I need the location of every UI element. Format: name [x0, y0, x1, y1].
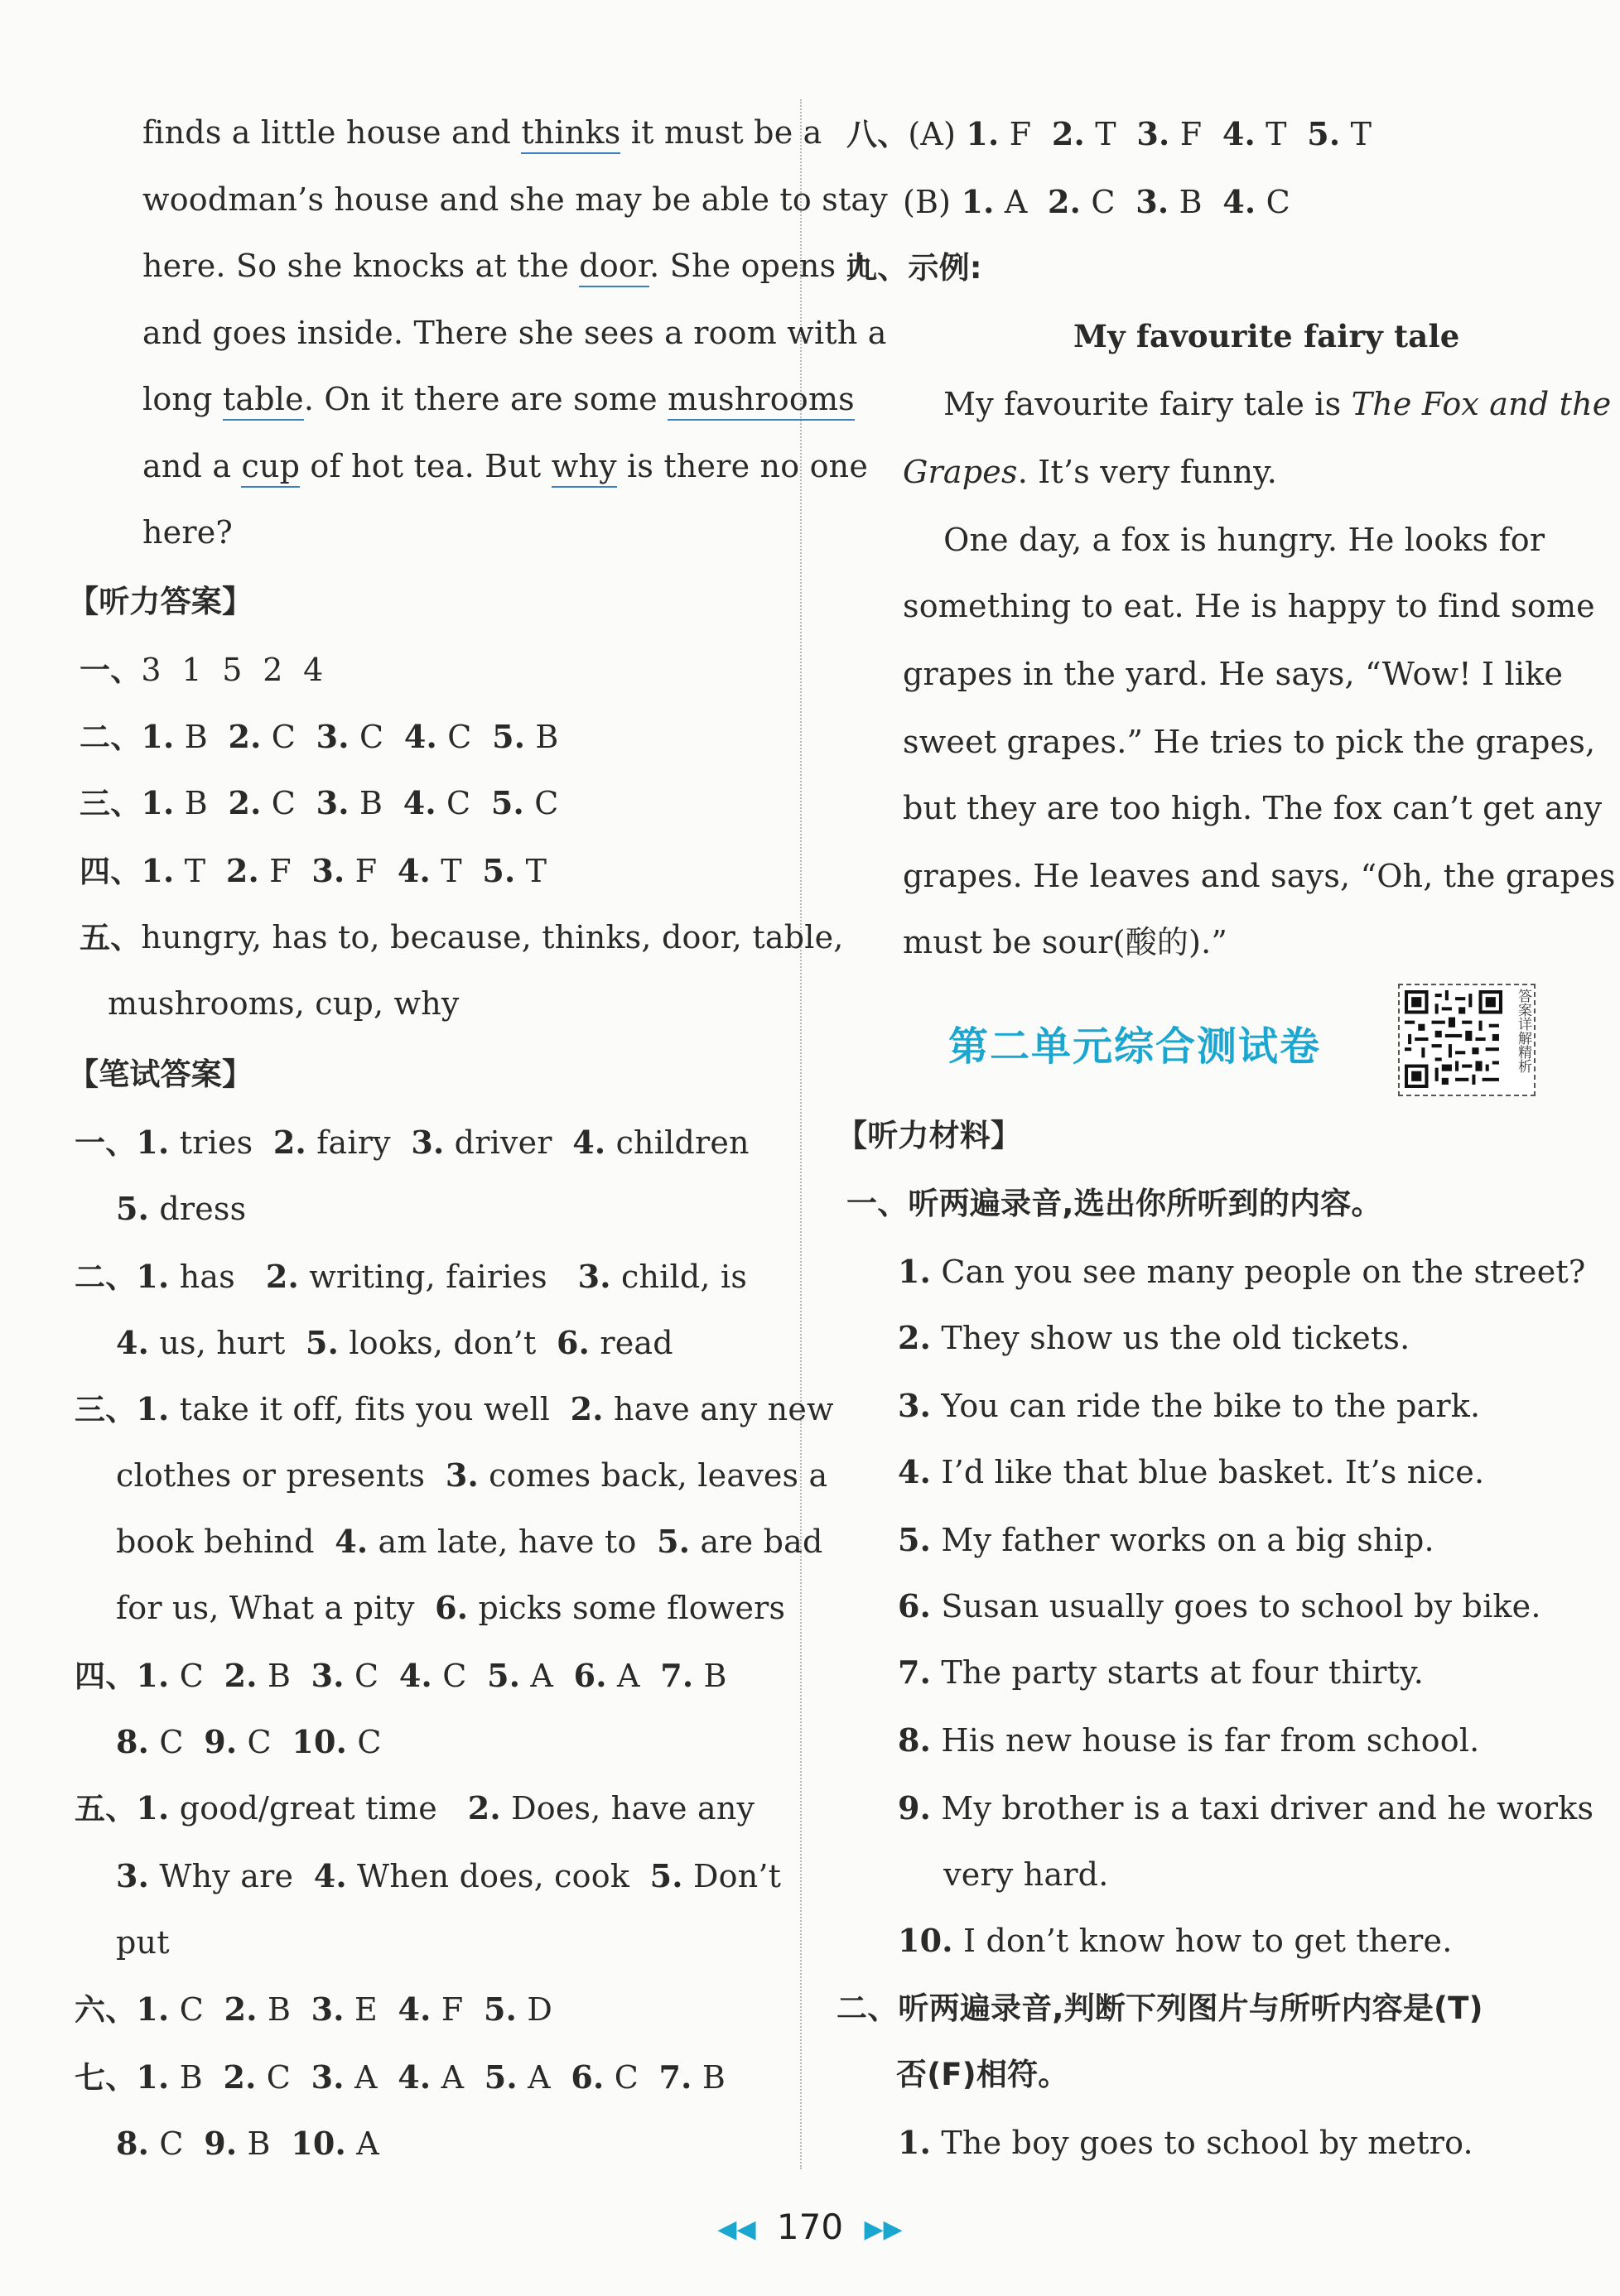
text-run: . On it there are some: [303, 381, 668, 417]
italic-title: Grapes: [903, 454, 1018, 490]
item-number: 4.: [116, 1324, 150, 1361]
essay-line: [903, 454, 1277, 490]
text-run: tries: [169, 1124, 273, 1161]
text-run: very hard.: [903, 1856, 1109, 1893]
item-number: 2.: [228, 784, 262, 821]
item-number: 1.: [136, 1789, 170, 1827]
item-number: 6.: [898, 1587, 932, 1625]
text-run: C: [432, 1658, 488, 1694]
text-run: You can ride the bike to the park.: [931, 1388, 1481, 1424]
section-1-title: 一、听两遍录音,选出你所听到的内容。: [846, 1186, 1382, 1221]
story-line: [142, 114, 822, 151]
text-run: put: [116, 1924, 170, 1961]
text-run: The party starts at four thirty.: [931, 1654, 1425, 1691]
text-run: hungry, has to, because, thinks, door, table,: [141, 919, 844, 955]
item-number: 5.: [482, 852, 516, 889]
item-number: 4.: [403, 784, 436, 821]
item-number: 3.: [898, 1387, 932, 1424]
item-number: 8.: [116, 2125, 150, 2162]
page-footer: [0, 2207, 1620, 2247]
story-line: [142, 514, 233, 551]
text-run: C: [169, 1991, 224, 2028]
item-number: 3.: [316, 784, 350, 821]
item-number: 6.: [435, 1589, 469, 1626]
item-number: 5.: [1307, 115, 1341, 152]
listening-material-item: [898, 1722, 1479, 1759]
underlined-answer: cup: [241, 448, 300, 488]
item-number: 3.: [1136, 115, 1170, 152]
section-number: 三、: [75, 1392, 137, 1427]
listening-answer-line: [80, 719, 559, 756]
text-run: take it off, fits you well: [169, 1391, 571, 1427]
item-number: 2.: [223, 2058, 257, 2096]
item-number: 3.: [311, 852, 345, 889]
written-answer-line: [75, 2059, 726, 2096]
item-number: 5.: [898, 1521, 932, 1558]
text-run: B: [237, 2125, 292, 2162]
text-run: Susan usually goes to school by bike.: [931, 1588, 1541, 1625]
item-number: 1.: [136, 1657, 170, 1694]
item-number: 5.: [487, 1657, 521, 1694]
written-answer-line: [116, 1924, 170, 1961]
text-run: C: [347, 1724, 382, 1760]
written-answer-line: [116, 1325, 673, 1361]
listening-material-item: [898, 2125, 1473, 2161]
item-number: 4.: [398, 1990, 432, 2028]
text-run: B: [169, 2059, 224, 2096]
item-number: 2.: [265, 1258, 299, 1295]
text-run: good/great time: [169, 1790, 468, 1827]
text-run: E: [344, 1991, 398, 2028]
item-number: 1.: [141, 784, 175, 821]
essay-line: [903, 522, 1545, 558]
text-run: and goes inside. There she sees a room with a: [142, 314, 887, 351]
listening-material-item: [903, 1856, 1108, 1893]
text-run: F: [1169, 116, 1222, 152]
text-run: A: [520, 1658, 574, 1694]
text-run: C: [436, 719, 493, 755]
text-run: comes back, leaves a: [478, 1457, 828, 1494]
underlined-answer: door: [579, 248, 649, 287]
item-number: 2.: [272, 1124, 306, 1161]
item-number: 10.: [898, 1922, 953, 1959]
section-number: 一、: [80, 652, 142, 688]
text-run: They show us the old tickets.: [931, 1320, 1410, 1356]
text-run: here?: [142, 514, 233, 551]
listening-material-header: 【听力材料】: [837, 1118, 1022, 1153]
item-number: 4.: [398, 1657, 432, 1694]
item-number: 1.: [898, 2124, 932, 2161]
text-run: have any new: [603, 1391, 834, 1427]
text-run: dress: [149, 1191, 247, 1227]
text-run: A: [345, 2125, 379, 2162]
written-answers-header: 【笔试答案】: [68, 1057, 253, 1092]
underlined-answer: thinks: [521, 114, 620, 154]
text-run: mushrooms, cup, why: [108, 985, 460, 1022]
story-line: [142, 381, 855, 417]
text-run: has: [169, 1259, 266, 1295]
text-run: One day, a fox is hungry. He looks for: [903, 522, 1545, 558]
item-number: 6.: [571, 2058, 605, 2096]
section-number: 五、: [75, 1791, 137, 1827]
section-number: 七、: [75, 2060, 137, 2096]
essay-title: My favourite fairy tale: [1073, 318, 1460, 354]
text-run: Can you see many people on the street?: [931, 1254, 1586, 1290]
unit-test-title: 第二单元综合测试卷: [948, 1023, 1322, 1070]
text-run: The boy goes to school by metro.: [931, 2125, 1473, 2161]
text-run: C: [344, 1658, 399, 1694]
listening-material-item: [898, 1254, 1585, 1290]
text-run: F: [999, 116, 1052, 152]
item-number: 10.: [292, 1723, 348, 1760]
item-number: 1.: [136, 1124, 170, 1161]
text-run: clothes or presents: [116, 1457, 446, 1494]
text-run: T: [1340, 116, 1372, 152]
text-run: grapes in the yard. He says, “Wow! I like: [903, 656, 1564, 692]
listening-answer-line: [108, 985, 460, 1022]
text-run: B: [1169, 184, 1223, 220]
item-number: 1.: [136, 1990, 170, 2028]
text-run: C: [149, 2125, 205, 2162]
text-run: B: [525, 719, 559, 755]
item-number: 3.: [311, 1657, 345, 1694]
written-answer-line: [75, 1658, 727, 1695]
text-run: B: [174, 785, 229, 821]
essay-line: [903, 858, 1616, 894]
written-answer-line: [75, 1391, 834, 1428]
item-number: 2.: [570, 1390, 604, 1427]
listening-material-item: [898, 1522, 1434, 1558]
text-run: C: [149, 1724, 205, 1760]
text-run: . She opens it: [649, 248, 870, 284]
item-number: 3.: [311, 2058, 345, 2096]
text-run: C: [349, 719, 404, 755]
section-number: 四、: [75, 1658, 137, 1694]
listening-material-item: [898, 1454, 1484, 1490]
text-run: looks, don’t: [339, 1325, 557, 1361]
item-number: 4.: [397, 852, 431, 889]
section-number: 五、: [80, 920, 142, 955]
essay-line: [903, 924, 1227, 960]
page-number: 170: [776, 2207, 844, 2247]
text-run: 3 1 5 2 4: [141, 652, 324, 688]
item-number: 2.: [228, 718, 262, 755]
text-run: B: [257, 1991, 311, 2028]
item-number: 5.: [492, 718, 526, 755]
section-number: 三、: [80, 786, 142, 821]
text-run: A: [431, 2059, 485, 2096]
underlined-answer: why: [552, 448, 617, 488]
item-number: 1.: [141, 852, 175, 889]
text-run: B: [349, 785, 403, 821]
item-number: 1.: [136, 2058, 170, 2096]
item-number: 9.: [204, 2125, 238, 2162]
written-answer-line: [116, 1191, 246, 1227]
text-run: T: [174, 853, 226, 889]
text-run: T: [430, 853, 483, 889]
item-number: 5.: [306, 1324, 340, 1361]
story-line: [142, 248, 870, 284]
text-run: A: [344, 2059, 398, 2096]
text-run: picks some flowers: [468, 1590, 786, 1626]
text-run: . It’s very funny.: [1017, 454, 1278, 490]
item-number: 4.: [1222, 115, 1256, 152]
text-run: driver: [444, 1124, 573, 1161]
text-run: grapes. He leaves and says, “Oh, the grapes: [903, 858, 1616, 894]
written-answer-line: [75, 1991, 552, 2029]
text-run: C: [261, 785, 316, 821]
item-number: 3.: [445, 1456, 479, 1494]
item-number: 1.: [966, 115, 1000, 152]
text-run: C: [237, 1724, 292, 1760]
text-run: (A): [908, 116, 967, 152]
text-run: A: [606, 1658, 661, 1694]
listening-answer-line: [80, 785, 559, 822]
next-page-icon[interactable]: ▶▶: [864, 2215, 903, 2244]
text-run: A: [517, 2059, 571, 2096]
item-number: 4.: [313, 1857, 347, 1894]
text-run: His new house is far from school.: [931, 1722, 1480, 1759]
text-run: for us, What a pity: [116, 1590, 436, 1626]
section-number: 一、: [75, 1125, 137, 1161]
item-number: 2.: [225, 852, 259, 889]
previous-page-icon[interactable]: ◀◀: [717, 2215, 756, 2244]
text-run: I don’t know how to get there.: [952, 1923, 1453, 1959]
listening-material-item: [898, 1654, 1424, 1691]
essay-line: [903, 790, 1603, 826]
item-number: 4.: [335, 1523, 369, 1560]
text-run: C: [261, 719, 316, 755]
written-answer-line: [116, 1590, 785, 1626]
item-number: 1.: [898, 1253, 932, 1290]
essay-line: [903, 656, 1564, 692]
text-run: writing, fairies: [298, 1259, 578, 1295]
item-number: 5.: [490, 784, 524, 821]
text-run: F: [345, 853, 398, 889]
text-run: woodman’s house and she may be able to stay: [142, 181, 888, 218]
text-run: is there no one: [616, 447, 869, 484]
written-answer-line: [116, 1724, 382, 1760]
item-number: 3.: [311, 1990, 345, 2028]
item-number: 2.: [224, 1990, 258, 2028]
item-number: 6.: [573, 1657, 607, 1694]
item-number: 1.: [961, 183, 995, 220]
item-number: 7.: [660, 1657, 694, 1694]
item-number: 3.: [1135, 183, 1169, 220]
text-run: Why are: [149, 1858, 314, 1894]
text-run: children: [605, 1124, 750, 1161]
item-number: 9.: [898, 1789, 932, 1827]
listening-answer-line: [80, 919, 844, 956]
item-number: 2.: [898, 1319, 932, 1356]
text-run: D: [517, 1991, 553, 2028]
example-label: 九、示例:: [846, 250, 982, 286]
text-run: Does, have any: [500, 1790, 755, 1827]
text-run: C: [1081, 184, 1136, 220]
text-run: My favourite fairy tale is: [903, 386, 1352, 422]
item-number: 4.: [403, 718, 437, 755]
text-run: C: [436, 785, 491, 821]
listening-material-item: [898, 1388, 1480, 1424]
item-number: 4.: [1222, 183, 1256, 220]
story-line: [142, 314, 887, 351]
item-number: 1.: [136, 1390, 170, 1427]
written-answer-line: [116, 1523, 823, 1560]
text-run: T: [1255, 116, 1308, 152]
written-answer-line: [116, 2125, 379, 2162]
listening-material-item: [898, 1320, 1410, 1356]
section-number: 二、: [80, 720, 142, 755]
listening-material-item: [898, 1789, 1594, 1827]
underlined-answer: table: [223, 381, 304, 421]
text-run: B: [692, 2059, 726, 2096]
section-number: 四、: [80, 854, 142, 889]
listening-answer-line: [80, 652, 324, 689]
item-number: 7.: [658, 2058, 692, 2096]
text-run: long: [142, 381, 223, 417]
text-run: A: [994, 184, 1049, 220]
text-run: child, is: [610, 1259, 748, 1295]
item-number: 7.: [898, 1653, 932, 1691]
written-answer-line: [116, 1457, 827, 1494]
listening-answers-header: 【听力答案】: [68, 584, 253, 619]
text-run: My brother is a taxi driver and he works: [931, 1790, 1594, 1827]
item-number: 3.: [116, 1857, 150, 1894]
item-number: 3.: [577, 1258, 611, 1295]
item-number: 5.: [484, 2058, 518, 2096]
text-run: fairy: [306, 1124, 412, 1161]
story-line: [142, 181, 888, 218]
text-run: T: [1084, 116, 1137, 152]
item-number: 3.: [411, 1124, 445, 1161]
written-answer-line: [75, 1124, 750, 1162]
text-run: C: [523, 785, 559, 821]
written-answer-line: [116, 1858, 781, 1894]
text-run: C: [604, 2059, 659, 2096]
text-run: must be sour(酸的).”: [903, 924, 1228, 960]
text-run: are bad: [690, 1523, 823, 1560]
item-number: 9.: [204, 1723, 238, 1760]
text-run: something to eat. He is happy to find some: [903, 588, 1595, 624]
text-run: of hot tea. But: [300, 447, 552, 484]
listening-material-item: [898, 1588, 1541, 1625]
item-number: 3.: [316, 718, 350, 755]
essay-line: [903, 386, 1612, 422]
item-number: 8.: [898, 1721, 932, 1759]
listening-material-item: [898, 1923, 1453, 1959]
item-number: 4.: [572, 1124, 606, 1161]
text-run: (B): [903, 184, 962, 220]
text-run: When does, cook: [346, 1858, 650, 1894]
text-run: but they are too high. The fox can’t get any: [903, 790, 1603, 826]
text-run: F: [258, 853, 312, 889]
essay-line: [903, 588, 1595, 624]
section-2-title: 二、听两遍录音,判断下列图片与所听内容是(T): [837, 1990, 1483, 2026]
item-number: 5.: [657, 1523, 691, 1560]
item-number: 2.: [224, 1657, 258, 1694]
text-run: T: [515, 853, 547, 889]
text-run: sweet grapes.” He tries to pick the grapes,: [903, 724, 1596, 760]
section-number: 八、: [846, 117, 909, 152]
section-number: 二、: [75, 1259, 137, 1295]
text-run: us, hurt: [149, 1325, 306, 1361]
text-run: C: [256, 2059, 311, 2096]
qr-code-icon: [1405, 990, 1502, 1088]
text-run: and a: [142, 447, 242, 484]
text-run: C: [169, 1658, 224, 1694]
answer-line: [846, 116, 1372, 153]
text-run: My father works on a big ship.: [931, 1522, 1434, 1558]
text-run: I’d like that blue basket. It’s nice.: [931, 1454, 1485, 1490]
item-number: 5.: [649, 1857, 683, 1894]
item-number: 2.: [1051, 115, 1085, 152]
qr-code[interactable]: [1398, 984, 1536, 1096]
text-run: C: [1256, 184, 1290, 220]
written-answer-line: [75, 1790, 755, 1827]
answer-line: [903, 184, 1290, 220]
item-number: 8.: [116, 1723, 150, 1760]
text-run: book behind: [116, 1523, 335, 1560]
text-run: it must be a: [620, 114, 822, 151]
text-run: F: [431, 1991, 484, 2028]
item-number: 1.: [136, 1258, 170, 1295]
item-number: 5.: [116, 1190, 150, 1227]
italic-title: The Fox and the: [1351, 386, 1612, 422]
underlined-answer: mushrooms: [668, 381, 855, 421]
item-number: 1.: [141, 718, 175, 755]
text-run: Don’t: [682, 1858, 782, 1894]
item-number: 2.: [467, 1789, 501, 1827]
text-run: B: [693, 1658, 727, 1694]
essay-line: [903, 724, 1596, 760]
text-run: B: [174, 719, 229, 755]
story-line: [142, 447, 869, 484]
text-run: read: [590, 1325, 673, 1361]
text-run: B: [257, 1658, 311, 1694]
text-run: here. So she knocks at the: [142, 248, 580, 284]
item-number: 4.: [398, 2058, 432, 2096]
section-2-title-continued: 否(F)相符。: [896, 2057, 1069, 2092]
text-run: finds a little house and: [142, 114, 522, 151]
item-number: 5.: [484, 1990, 518, 2028]
listening-answer-line: [80, 853, 547, 890]
section-number: 六、: [75, 1992, 137, 2028]
item-number: 4.: [898, 1453, 932, 1490]
item-number: 6.: [556, 1324, 591, 1361]
text-run: am late, have to: [368, 1523, 658, 1560]
written-answer-line: [75, 1259, 747, 1296]
item-number: 10.: [291, 2125, 346, 2162]
item-number: 2.: [1048, 183, 1082, 220]
qr-caption: 答案详解精析: [1515, 989, 1531, 1073]
